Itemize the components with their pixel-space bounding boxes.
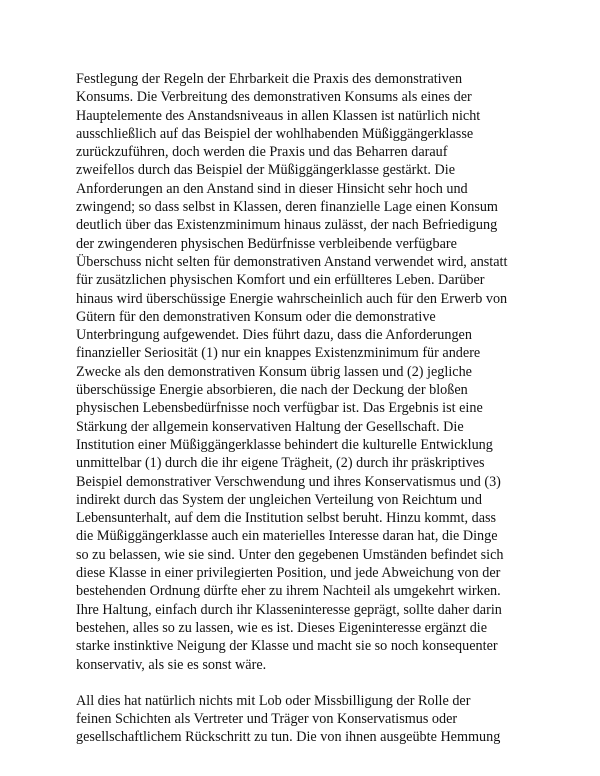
paragraph-1 (76, 70, 526, 674)
text-line: feinen Schichten als Vertreter und Träger von Konservatismus oder (76, 711, 458, 728)
text-line: konservativ, als sie es sonst wäre. (76, 656, 267, 673)
text-line: für zusätzlichen physischen Komfort und ein erfüllteres Leben. Darüber (76, 272, 485, 289)
text-line: zwingend; so dass selbst in Klassen, deren finanzielle Lage einen Konsum (76, 199, 498, 216)
text-line: finanzieller Seriosität (1) nur ein knappes Existenzminimum für andere (76, 345, 481, 362)
text-line: hinaus wird überschüssige Energie wahrscheinlich auch für den Erwerb von (76, 290, 508, 307)
text-line: indirekt durch das System der ungleichen Verteilung von Reichtum und (76, 491, 482, 508)
text-line: gesellschaftlichem Rückschritt zu tun. Die von ihnen ausgeübte Hemmung (76, 729, 501, 746)
text-line: diese Klasse in einer privilegierten Position, und jede Abweichung von der (76, 565, 501, 582)
text-line: bestehen, alles so zu lassen, wie es ist. Dieses Eigeninteresse ergänzt die (76, 619, 488, 636)
document-page (76, 70, 526, 747)
text-line: Stärkung der allgemein konservativen Haltung der Gesellschaft. Die (76, 418, 464, 435)
text-line: physischen Lebensbedürfnisse noch verfügbar ist. Das Ergebnis ist eine (76, 400, 483, 417)
text-line: All dies hat natürlich nichts mit Lob oder Missbilligung der Rolle der (76, 692, 471, 709)
text-line: Hauptelemente des Anstandsniveaus in allen Klassen ist natürlich nicht (76, 107, 481, 124)
text-line: zurückzuführen, doch werden die Praxis und das Beharren darauf (76, 144, 448, 161)
text-line: Beispiel demonstrativer Verschwendung und ihres Konservatismus und (3) (76, 473, 501, 490)
text-line: Anforderungen an den Anstand sind in dieser Hinsicht sehr hoch und (76, 180, 468, 197)
text-line: Konsums. Die Verbreitung des demonstrativen Konsums als eines der (76, 89, 472, 106)
text-line: der zwingenderen physischen Bedürfnisse verbleibende verfügbare (76, 235, 457, 252)
text-line: deutlich über das Existenzminimum hinaus zulässt, der nach Befriedigung (76, 217, 498, 234)
text-line: Ihre Haltung, einfach durch ihr Klasseninteresse geprägt, sollte daher darin (76, 601, 502, 618)
paragraph-2 (76, 692, 526, 747)
text-line: bestehenden Ordnung dürfte eher zu ihrem Nachteil als umgekehrt wirken. (76, 583, 501, 600)
text-line: so zu belassen, wie sie sind. Unter den gegebenen Umständen befindet sich (76, 546, 504, 563)
text-line: Zwecke als den demonstrativen Konsum übrig lassen und (2) jegliche (76, 363, 472, 380)
text-line: Überschuss nicht selten für demonstrativen Anstand verwendet wird, anstatt (76, 253, 508, 270)
text-line: Unterbringung aufgewendet. Dies führt dazu, dass die Anforderungen (76, 327, 472, 344)
text-line: Lebensunterhalt, auf dem die Institution selbst beruht. Hinzu kommt, dass (76, 510, 497, 527)
text-line: Gütern für den demonstrativen Konsum oder die demonstrative (76, 308, 436, 325)
text-line: unmittelbar (1) durch die ihr eigene Trägheit, (2) durch ihr präskriptives (76, 455, 485, 472)
text-line: starke instinktive Neigung der Klasse und macht sie so noch konsequenter (76, 638, 498, 655)
text-line: Festlegung der Regeln der Ehrbarkeit die Praxis des demonstrativen (76, 71, 463, 87)
text-line: zweifellos durch das Beispiel der Müßiggängerklasse gestärkt. Die (76, 162, 456, 179)
text-line: Institution einer Müßiggängerklasse behindert die kulturelle Entwicklung (76, 436, 493, 453)
text-line: überschüssige Energie absorbieren, die nach der Deckung der bloßen (76, 382, 468, 399)
text-line: die Müßiggängerklasse auch ein materielles Interesse daran hat, die Dinge (76, 528, 498, 545)
text-line: ausschließlich auf das Beispiel der wohlhabenden Müßiggängerklasse (76, 125, 474, 142)
